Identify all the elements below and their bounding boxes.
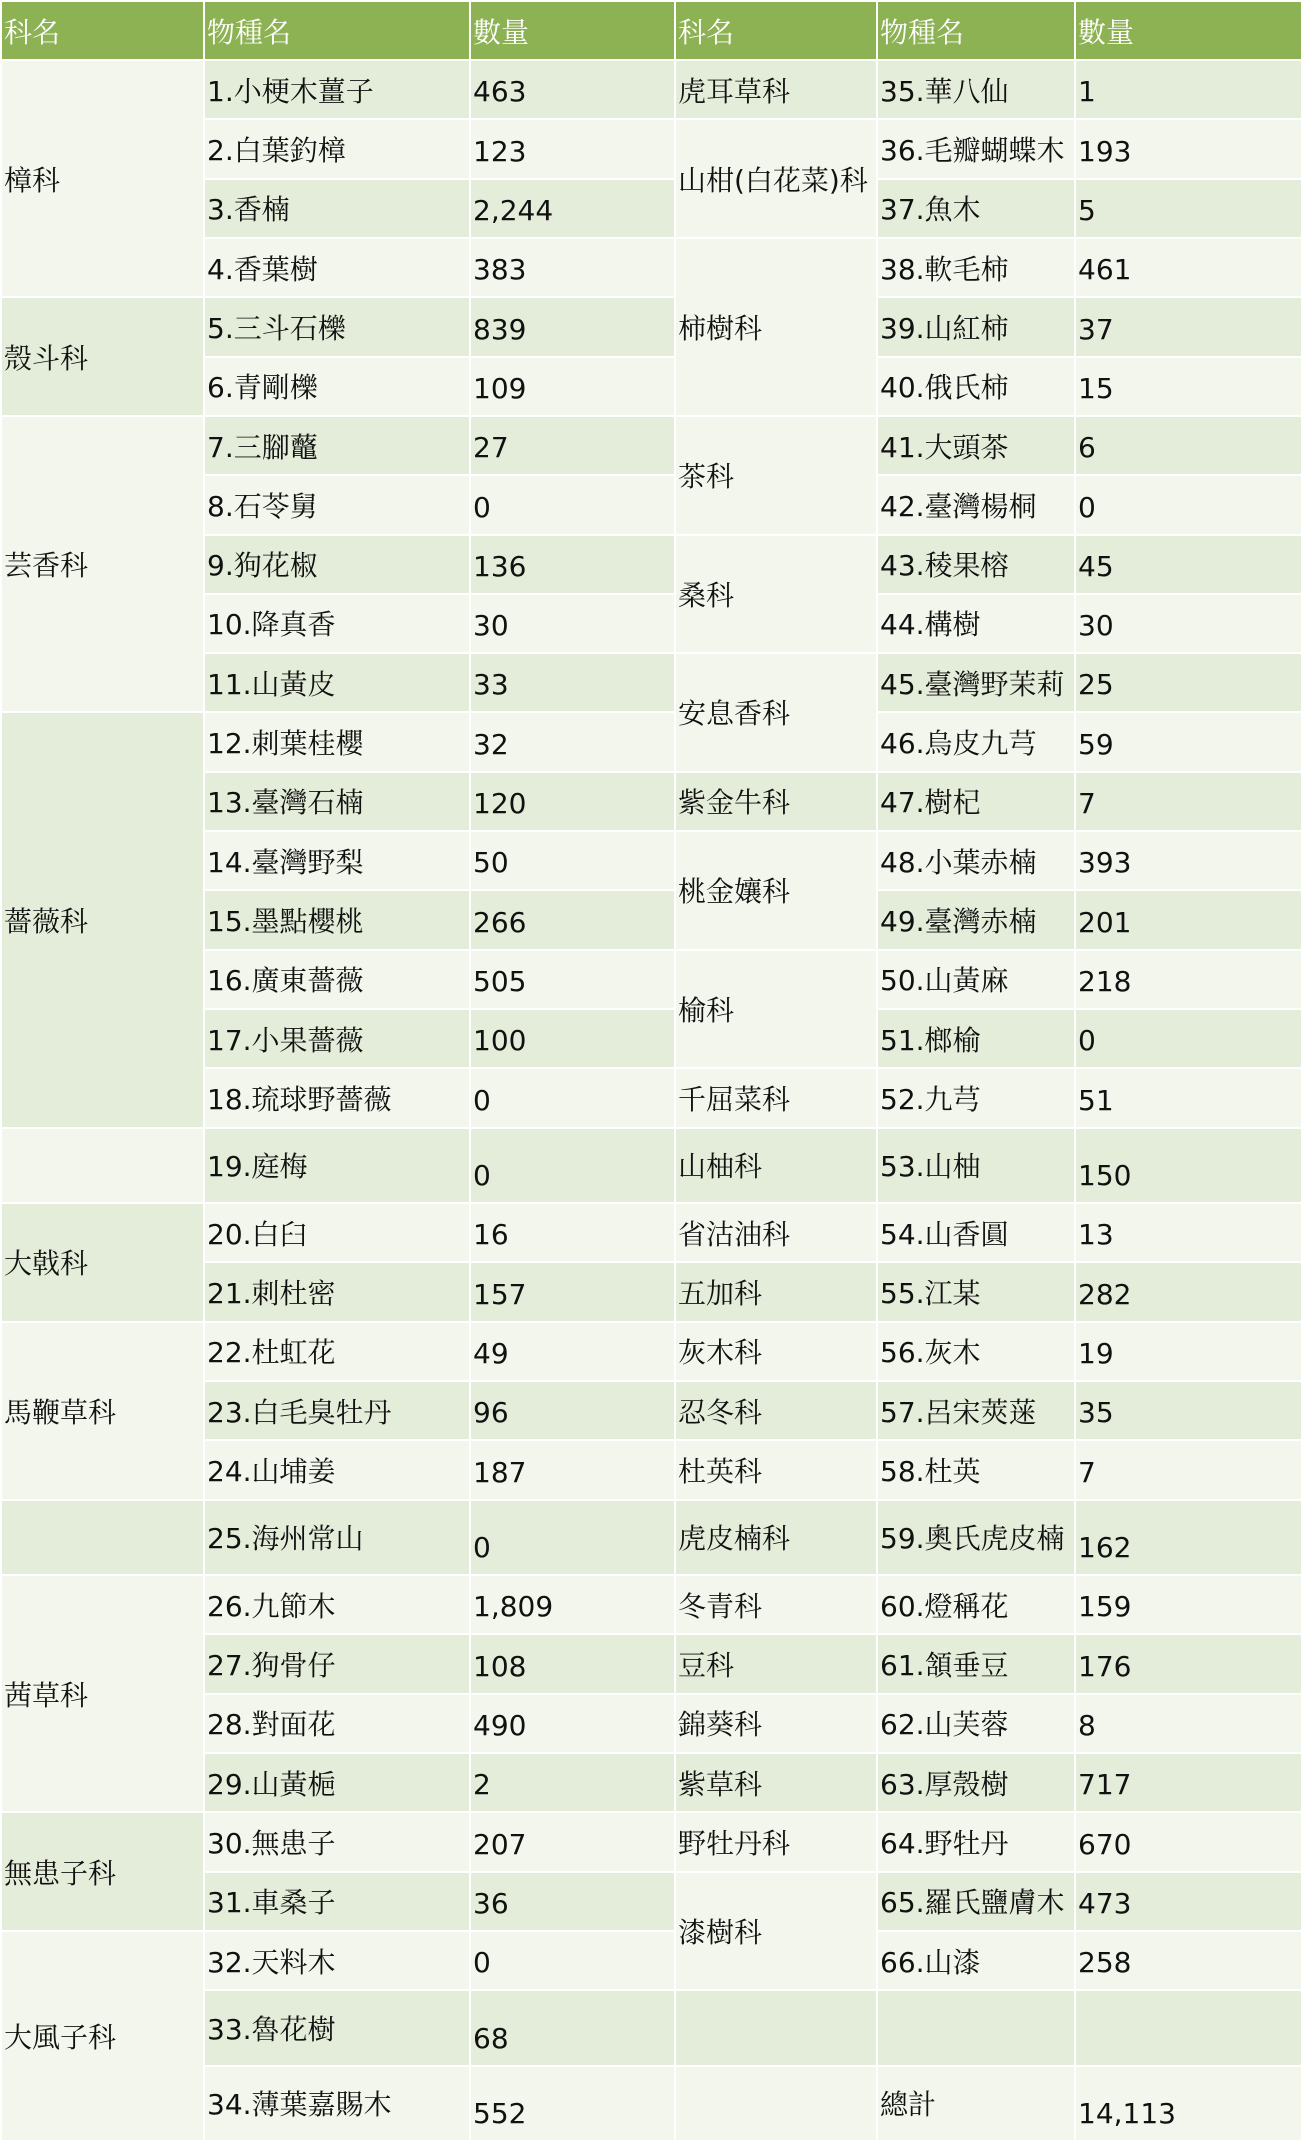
count-cell-right: 8 [1075,1694,1301,1753]
family-cell-right: 漆樹科 [675,1872,877,1991]
species-cell-left: 15.墨點櫻桃 [204,890,470,949]
species-cell-left: 7.三腳虌 [204,416,470,475]
family-cell-right: 忍冬科 [675,1381,877,1440]
species-cell-right: 47.樹杞 [877,772,1075,831]
family-cell-left: 薔薇科 [1,712,204,1127]
table-row [1,1322,1301,1381]
species-cell-left: 3.香楠 [204,179,470,238]
family-cell-right: 冬青科 [675,1575,877,1634]
count-cell-right: 218 [1075,950,1301,1009]
count-cell-right: 35 [1075,1381,1301,1440]
count-cell-left: 16 [470,1203,675,1262]
count-cell-left: 2 [470,1753,675,1812]
species-cell-left: 2.白葉釣樟 [204,119,470,178]
header-species-right: 物種名 [877,1,1075,60]
count-cell-right: 0 [1075,475,1301,534]
family-cell-right: 桃金孃科 [675,831,877,950]
species-cell-left: 30.無患子 [204,1812,470,1871]
count-cell-right: 25 [1075,653,1301,712]
count-cell-right: 7 [1075,1440,1301,1499]
count-cell-right [1075,1990,1301,2065]
count-cell-right: 14,113 [1075,2066,1301,2141]
species-cell-right: 45.臺灣野茉莉 [877,653,1075,712]
species-cell-right: 41.大頭茶 [877,416,1075,475]
species-cell-left: 32.天料木 [204,1931,470,1990]
count-cell-left: 100 [470,1009,675,1068]
family-cell-right: 山柑(白花菜)科 [675,119,877,238]
count-cell-left: 27 [470,416,675,475]
table-row [1,1575,1301,1634]
species-cell-left: 31.車桑子 [204,1872,470,1931]
count-cell-left: 1,809 [470,1575,675,1634]
family-cell-right: 紫草科 [675,1753,877,1812]
family-cell-right [675,2066,877,2141]
table-row [1,1500,1301,1575]
species-cell-right: 43.稜果榕 [877,535,1075,594]
family-cell-left: 殼斗科 [1,297,204,416]
table-row [1,416,1301,475]
count-cell-right: 0 [1075,1009,1301,1068]
count-cell-left: 123 [470,119,675,178]
count-cell-left: 839 [470,297,675,356]
count-cell-right: 193 [1075,119,1301,178]
count-cell-right: 45 [1075,535,1301,594]
species-cell-right: 59.奧氏虎皮楠 [877,1500,1075,1575]
species-cell-left: 20.白臼 [204,1203,470,1262]
family-cell-right: 錦葵科 [675,1694,877,1753]
species-cell-left: 28.對面花 [204,1694,470,1753]
family-cell-left [1,1128,204,1203]
count-cell-left: 157 [470,1262,675,1321]
family-cell-right: 野牡丹科 [675,1812,877,1871]
species-cell-right: 37.魚木 [877,179,1075,238]
family-cell-right: 省沽油科 [675,1203,877,1262]
count-cell-right: 59 [1075,712,1301,771]
family-cell-left: 大戟科 [1,1203,204,1322]
count-cell-right: 5 [1075,179,1301,238]
species-cell-right: 36.毛瓣蝴蝶木 [877,119,1075,178]
table-row [1,712,1301,771]
count-cell-right: 7 [1075,772,1301,831]
species-cell-right: 56.灰木 [877,1322,1075,1381]
count-cell-left: 0 [470,1500,675,1575]
species-cell-right: 44.構樹 [877,594,1075,653]
count-cell-right: 393 [1075,831,1301,890]
count-cell-left: 120 [470,772,675,831]
count-cell-right: 19 [1075,1322,1301,1381]
family-cell-right: 虎皮楠科 [675,1500,877,1575]
family-cell-left: 樟科 [1,60,204,297]
count-cell-left: 0 [470,475,675,534]
count-cell-left: 463 [470,60,675,119]
species-cell-right: 66.山漆 [877,1931,1075,1990]
count-cell-right: 162 [1075,1500,1301,1575]
species-cell-left: 9.狗花椒 [204,535,470,594]
count-cell-left: 36 [470,1872,675,1931]
species-cell-right: 49.臺灣赤楠 [877,890,1075,949]
species-cell-right: 64.野牡丹 [877,1812,1075,1871]
species-cell-right: 51.榔榆 [877,1009,1075,1068]
species-cell-left: 18.琉球野薔薇 [204,1068,470,1127]
species-cell-left: 27.狗骨仔 [204,1634,470,1693]
species-cell-left: 12.刺葉桂櫻 [204,712,470,771]
species-cell-left: 34.薄葉嘉賜木 [204,2066,470,2141]
count-cell-left: 383 [470,238,675,297]
header-species-left: 物種名 [204,1,470,60]
species-cell-left: 8.石苓舅 [204,475,470,534]
count-cell-left: 32 [470,712,675,771]
species-cell-right: 55.江某 [877,1262,1075,1321]
count-cell-left: 136 [470,535,675,594]
species-cell-right: 38.軟毛柿 [877,238,1075,297]
count-cell-right: 473 [1075,1872,1301,1931]
species-cell-right: 62.山芙蓉 [877,1694,1075,1753]
family-cell-right: 千屈菜科 [675,1068,877,1127]
count-cell-right: 13 [1075,1203,1301,1262]
count-cell-right: 37 [1075,297,1301,356]
species-cell-left: 33.魯花樹 [204,1990,470,2065]
family-cell-right: 柿樹科 [675,238,877,416]
table-row [1,1812,1301,1871]
species-cell-left: 6.青剛櫟 [204,357,470,416]
family-cell-right: 榆科 [675,950,877,1069]
species-cell-right: 61.頷垂豆 [877,1634,1075,1693]
count-cell-right: 176 [1075,1634,1301,1693]
species-cell-right: 48.小葉赤楠 [877,831,1075,890]
count-cell-right: 15 [1075,357,1301,416]
species-cell-left: 13.臺灣石楠 [204,772,470,831]
count-cell-left: 505 [470,950,675,1009]
count-cell-left: 2,244 [470,179,675,238]
count-cell-left: 552 [470,2066,675,2141]
species-cell-left: 21.刺杜密 [204,1262,470,1321]
family-cell-right: 五加科 [675,1262,877,1321]
species-cell-right: 53.山柚 [877,1128,1075,1203]
table-row [1,297,1301,356]
family-cell-left: 無患子科 [1,1812,204,1931]
species-cell-right: 54.山香圓 [877,1203,1075,1262]
species-cell-right: 39.山紅柿 [877,297,1075,356]
count-cell-left: 50 [470,831,675,890]
species-cell-right [877,1990,1075,2065]
species-cell-left: 16.廣東薔薇 [204,950,470,1009]
family-cell-right: 安息香科 [675,653,877,772]
species-cell-left: 10.降真香 [204,594,470,653]
family-cell-right: 豆科 [675,1634,877,1693]
count-cell-left: 0 [470,1068,675,1127]
species-cell-right: 58.杜英 [877,1440,1075,1499]
species-cell-right: 總計 [877,2066,1075,2141]
count-cell-right: 670 [1075,1812,1301,1871]
species-cell-right: 35.華八仙 [877,60,1075,119]
header-family-right: 科名 [675,1,877,60]
count-cell-left: 33 [470,653,675,712]
header-family-left: 科名 [1,1,204,60]
header-count-right: 數量 [1075,1,1301,60]
table-row [1,60,1301,119]
count-cell-right: 51 [1075,1068,1301,1127]
count-cell-right: 6 [1075,416,1301,475]
species-cell-right: 40.俄氏柿 [877,357,1075,416]
count-cell-left: 266 [470,890,675,949]
family-cell-right: 茶科 [675,416,877,535]
count-cell-right: 717 [1075,1753,1301,1812]
family-cell-left: 芸香科 [1,416,204,713]
count-cell-left: 207 [470,1812,675,1871]
family-cell-left: 馬鞭草科 [1,1322,204,1500]
species-cell-right: 65.羅氏鹽膚木 [877,1872,1075,1931]
count-cell-left: 0 [470,1128,675,1203]
count-cell-right: 159 [1075,1575,1301,1634]
species-cell-left: 26.九節木 [204,1575,470,1634]
count-cell-left: 49 [470,1322,675,1381]
species-cell-left: 19.庭梅 [204,1128,470,1203]
family-cell-left [1,1500,204,1575]
species-cell-right: 60.燈稱花 [877,1575,1075,1634]
count-cell-right: 150 [1075,1128,1301,1203]
species-cell-right: 50.山黃麻 [877,950,1075,1009]
count-cell-right: 30 [1075,594,1301,653]
species-cell-right: 57.呂宋莢蒾 [877,1381,1075,1440]
species-cell-left: 5.三斗石櫟 [204,297,470,356]
table-row [1,1203,1301,1262]
family-cell-left: 茜草科 [1,1575,204,1812]
count-cell-left: 30 [470,594,675,653]
family-cell-right: 虎耳草科 [675,60,877,119]
species-cell-right: 42.臺灣楊桐 [877,475,1075,534]
family-cell-right: 灰木科 [675,1322,877,1381]
table-row [1,1128,1301,1203]
table-header [1,1,1301,60]
count-cell-left: 109 [470,357,675,416]
count-cell-right: 282 [1075,1262,1301,1321]
species-cell-left: 29.山黃梔 [204,1753,470,1812]
species-cell-left: 23.白毛臭牡丹 [204,1381,470,1440]
count-cell-left: 108 [470,1634,675,1693]
count-cell-left: 96 [470,1381,675,1440]
count-cell-left: 187 [470,1440,675,1499]
count-cell-right: 461 [1075,238,1301,297]
species-cell-left: 24.山埔姜 [204,1440,470,1499]
species-cell-right: 52.九芎 [877,1068,1075,1127]
species-cell-left: 14.臺灣野梨 [204,831,470,890]
table-row [1,1931,1301,1990]
header-row [1,1,1301,60]
species-cell-left: 4.香葉樹 [204,238,470,297]
family-cell-right: 杜英科 [675,1440,877,1499]
species-cell-left: 17.小果薔薇 [204,1009,470,1068]
count-cell-left: 490 [470,1694,675,1753]
count-cell-right: 258 [1075,1931,1301,1990]
count-cell-right: 201 [1075,890,1301,949]
header-count-left: 數量 [470,1,675,60]
count-cell-right: 1 [1075,60,1301,119]
family-cell-right: 山柚科 [675,1128,877,1203]
count-cell-left: 0 [470,1931,675,1990]
table-body [1,60,1301,2141]
family-cell-right: 桑科 [675,535,877,654]
species-cell-left: 1.小梗木薑子 [204,60,470,119]
species-cell-right: 46.烏皮九芎 [877,712,1075,771]
species-cell-right: 63.厚殼樹 [877,1753,1075,1812]
species-cell-left: 11.山黃皮 [204,653,470,712]
family-cell-left: 大風子科 [1,1931,204,2141]
species-cell-left: 22.杜虹花 [204,1322,470,1381]
count-cell-left: 68 [470,1990,675,2065]
species-cell-left: 25.海州常山 [204,1500,470,1575]
family-cell-right: 紫金牛科 [675,772,877,831]
family-cell-right [675,1990,877,2065]
